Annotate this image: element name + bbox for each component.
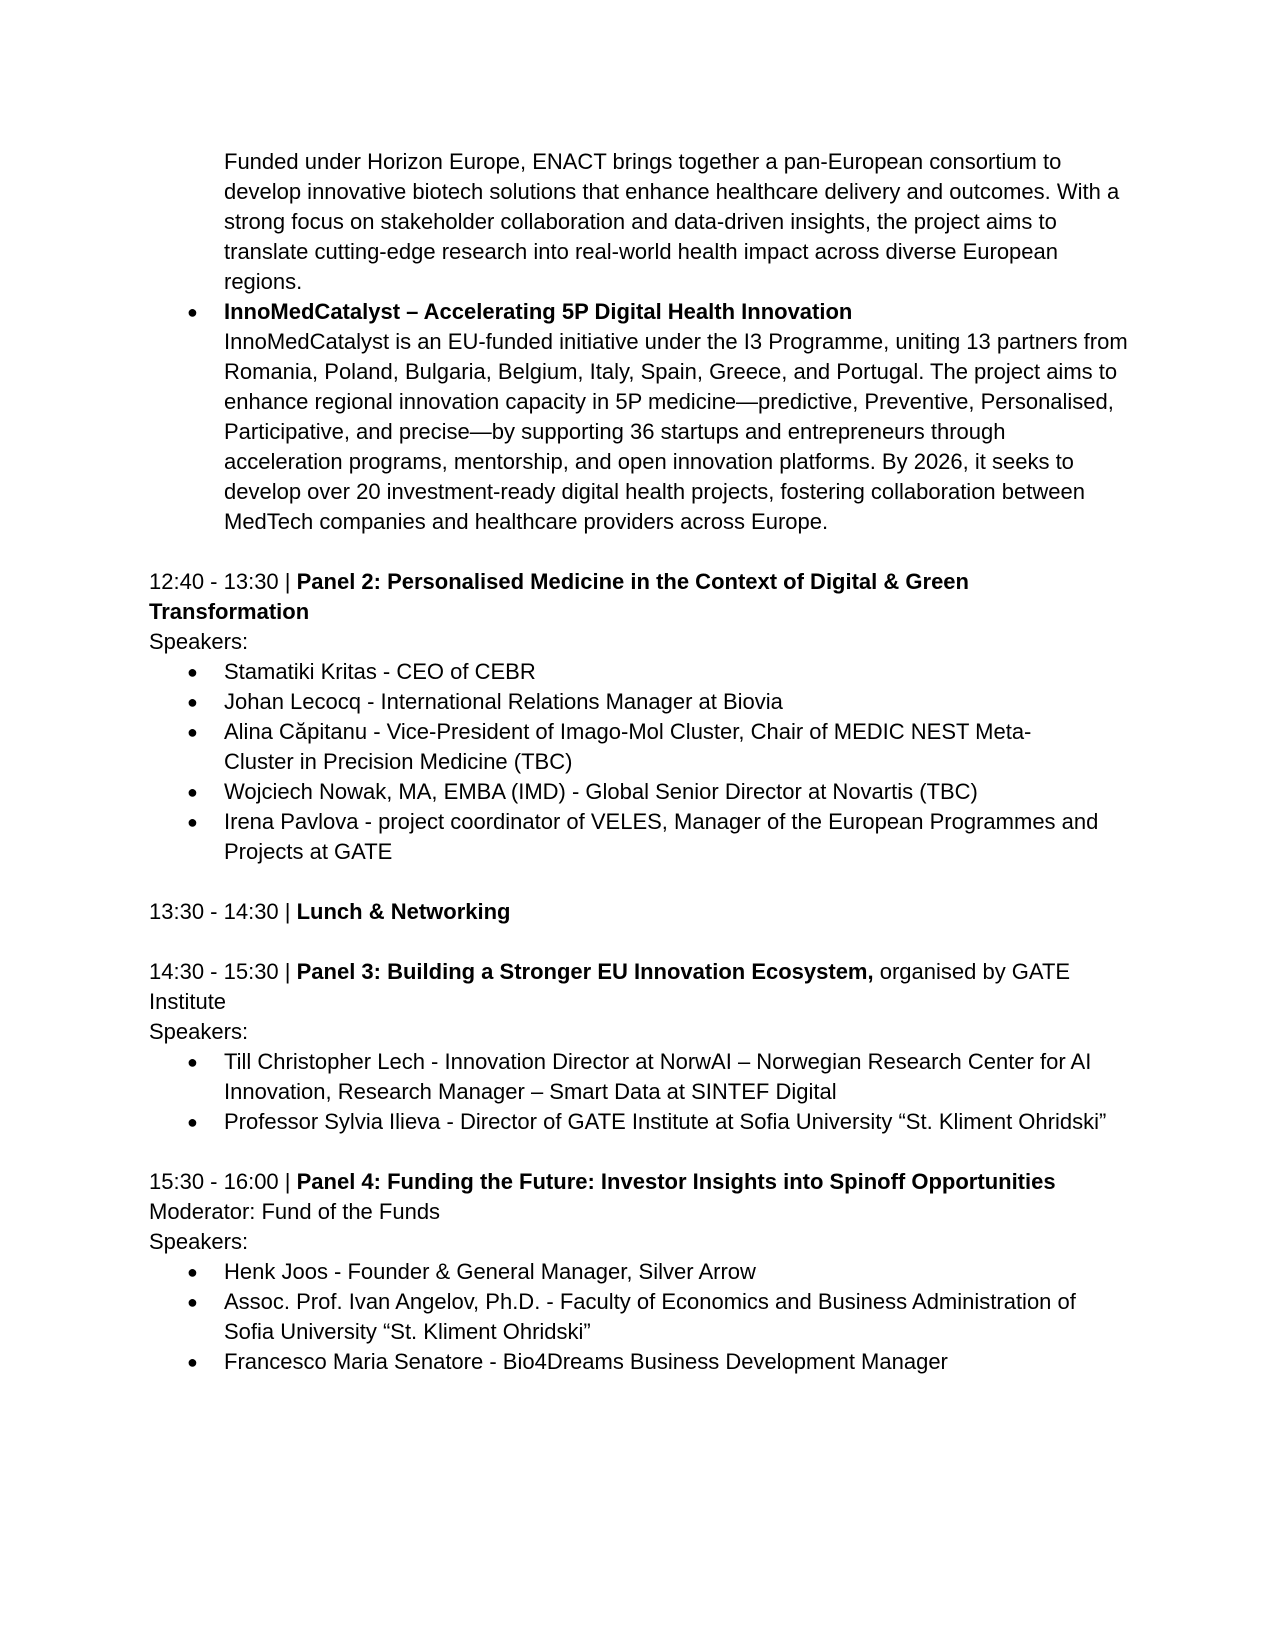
moderator-line: Moderator: Fund of the Funds [149,1199,441,1224]
list-item [149,777,1129,807]
session-title: Lunch & Networking [296,899,511,924]
list-item [149,807,1129,867]
session-organiser: organised by GATE Institute [149,959,1071,1014]
speaker-text: Henk Joos - Founder & General Manager, Silver Arrow [224,1259,756,1284]
project-description: InnoMedCatalyst is an EU-funded initiative under the I3 Programme, uniting 13 partners from Romania, Poland, Bulgaria, Belgium, Italy, Spain, Greece, and Portugal. The project aims to enhance regional innovation capacity in 5P medicine—predictive, Preventive, Personalised, Participative, and precise—by supporting 36 startups and entrepreneurs through acceleration programs, mentorship, and open innovation platforms. By 2026, it seeks to develop over 20 investment-ready digital health projects, fostering collaboration between MedTech companies and healthcare providers across Europe. [224,329,1128,534]
list-item [149,1107,1129,1137]
speaker-text: Till Christopher Lech - Innovation Director at NorwAI – Norwegian Research Center for AI Innovation, Research Manager – Smart Data at SINTEF Digital [224,1049,1092,1104]
list-item [149,687,1129,717]
project-title: InnoMedCatalyst – Accelerating 5P Digital Health Innovation [224,299,853,324]
list-item [149,717,1129,777]
bullet-icon: ● [187,812,198,832]
speaker-text: Stamatiki Kritas - CEO of CEBR [224,659,536,684]
speakers-label: Speakers: [149,629,249,654]
session-title: Panel 2: Personalised Medicine in the Context of Digital & Green Transformation [149,569,969,624]
project-list [149,297,1129,537]
bullet-icon: ● [187,1052,198,1072]
list-item [149,657,1129,687]
speaker-list-panel2 [149,657,1129,867]
session-heading-panel3 [149,957,1129,1017]
speakers-label: Speakers: [149,1019,249,1044]
session-time: 12:40 - 13:30 | [149,569,297,594]
session-heading-lunch [149,897,1129,927]
speaker-text: Wojciech Nowak, MA, EMBA (IMD) - Global Senior Director at Novartis (TBC) [224,779,978,804]
intro-paragraph: Funded under Horizon Europe, ENACT brings together a pan-European consortium to develop innovative biotech solutions that enhance healthcare delivery and outcomes. With a strong focus on stakeholder collaboration and data-driven insights, the project aims to translate cutting-edge research into real-world health impact across diverse European regions. [224,149,1120,294]
speaker-text: Francesco Maria Senatore - Bio4Dreams Business Development Manager [224,1349,948,1374]
speakers-label: Speakers: [149,1229,249,1254]
bullet-icon: ● [187,722,198,742]
bullet-icon: ● [187,782,198,802]
session-heading-panel2 [149,567,1129,627]
bullet-icon: ● [187,1112,198,1132]
list-item [149,1347,1129,1377]
bullet-icon: ● [187,1262,198,1282]
speaker-text: Irena Pavlova - project coordinator of VELES, Manager of the European Programmes and Projects at GATE [224,809,1099,864]
speaker-text: Alina Căpitanu - Vice-President of Imago-Mol Cluster, Chair of MEDIC NEST Meta-Cluster in Precision Medicine (TBC) [224,719,1032,774]
list-item [149,1257,1129,1287]
speaker-list-panel3 [149,1047,1129,1137]
document-page [149,147,1129,1377]
speaker-list-panel4 [149,1257,1129,1377]
list-item [149,1047,1129,1107]
bullet-icon: ● [187,1352,198,1372]
bullet-icon: ● [187,692,198,712]
list-item [149,1287,1129,1347]
session-title: Panel 4: Funding the Future: Investor Insights into Spinoff Opportunities [296,1169,1056,1194]
bullet-icon: ● [187,1292,198,1312]
bullet-icon: ● [187,302,198,322]
session-title: Panel 3: Building a Stronger EU Innovation Ecosystem, [296,959,874,984]
speaker-text: Johan Lecocq - International Relations Manager at Biovia [224,689,783,714]
speaker-text: Assoc. Prof. Ivan Angelov, Ph.D. - Faculty of Economics and Business Administration of Sofia University “St. Kliment Ohridski” [224,1289,1076,1344]
speaker-text: Professor Sylvia Ilieva - Director of GATE Institute at Sofia University “St. Kliment Ohridski” [224,1109,1107,1134]
session-heading-panel4 [149,1167,1129,1197]
session-time: 13:30 - 14:30 | [149,899,297,924]
list-item [149,297,1129,537]
session-time: 14:30 - 15:30 | [149,959,297,984]
bullet-icon: ● [187,662,198,682]
session-time: 15:30 - 16:00 | [149,1169,297,1194]
